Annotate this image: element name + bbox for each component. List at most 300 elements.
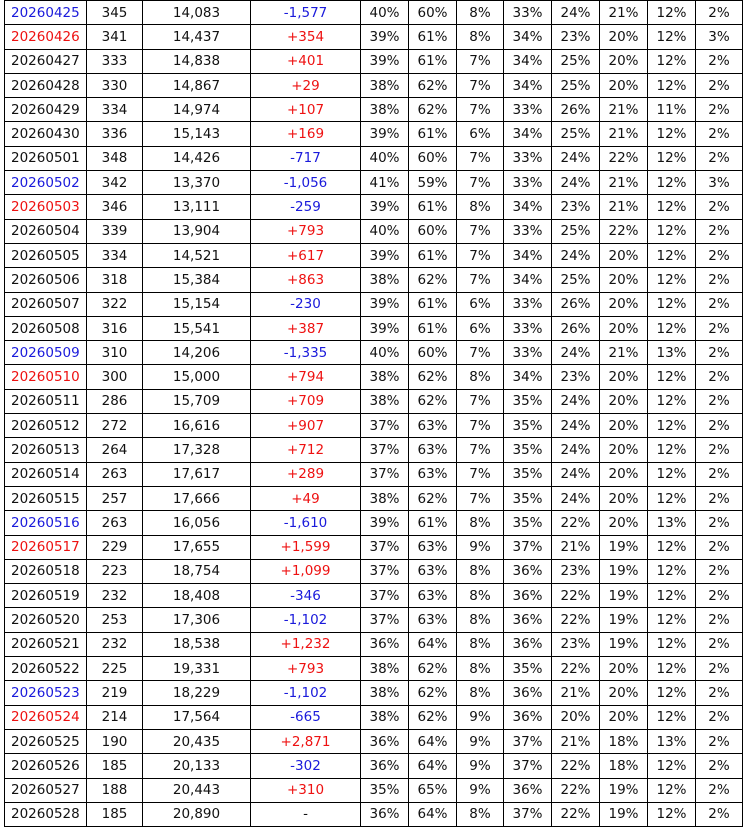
pct-cell-6: 20% <box>600 243 648 267</box>
table-body <box>5 1 743 827</box>
rank-cell: 219 <box>87 681 143 705</box>
change-cell: +107 <box>251 98 361 122</box>
pct-cell-7: 12% <box>648 778 696 802</box>
table-row <box>5 341 743 365</box>
change-cell: -1,102 <box>251 608 361 632</box>
pct-cell-1: 38% <box>361 657 409 681</box>
value-cell: 15,000 <box>143 365 251 389</box>
pct-cell-6: 20% <box>600 73 648 97</box>
pct-cell-6: 20% <box>600 268 648 292</box>
pct-cell-8: 2% <box>696 535 743 559</box>
date-cell: 20260527 <box>5 778 87 802</box>
table-row <box>5 511 743 535</box>
pct-cell-1: 36% <box>361 729 409 753</box>
pct-cell-4: 35% <box>504 462 552 486</box>
pct-cell-6: 20% <box>600 486 648 510</box>
pct-cell-5: 24% <box>552 1 600 25</box>
rank-cell: 232 <box>87 632 143 656</box>
pct-cell-2: 64% <box>409 802 457 826</box>
change-cell: +2,871 <box>251 729 361 753</box>
pct-cell-5: 24% <box>552 486 600 510</box>
pct-cell-8: 2% <box>696 98 743 122</box>
rank-cell: 316 <box>87 316 143 340</box>
pct-cell-7: 12% <box>648 365 696 389</box>
pct-cell-3: 9% <box>457 778 504 802</box>
pct-cell-8: 2% <box>696 365 743 389</box>
pct-cell-8: 2% <box>696 414 743 438</box>
pct-cell-7: 12% <box>648 486 696 510</box>
pct-cell-7: 12% <box>648 1 696 25</box>
value-cell: 17,328 <box>143 438 251 462</box>
pct-cell-3: 7% <box>457 462 504 486</box>
pct-cell-5: 24% <box>552 414 600 438</box>
pct-cell-6: 19% <box>600 778 648 802</box>
change-cell: -1,610 <box>251 511 361 535</box>
table-row <box>5 389 743 413</box>
date-cell: 20260516 <box>5 511 87 535</box>
change-cell: +289 <box>251 462 361 486</box>
table-row <box>5 219 743 243</box>
pct-cell-2: 62% <box>409 365 457 389</box>
pct-cell-5: 26% <box>552 292 600 316</box>
pct-cell-8: 2% <box>696 462 743 486</box>
pct-cell-1: 40% <box>361 219 409 243</box>
pct-cell-7: 12% <box>648 657 696 681</box>
pct-cell-6: 21% <box>600 1 648 25</box>
date-cell: 20260528 <box>5 802 87 826</box>
pct-cell-8: 2% <box>696 389 743 413</box>
pct-cell-6: 20% <box>600 389 648 413</box>
table-row <box>5 462 743 486</box>
pct-cell-7: 12% <box>648 632 696 656</box>
pct-cell-5: 21% <box>552 729 600 753</box>
pct-cell-5: 22% <box>552 608 600 632</box>
pct-cell-2: 61% <box>409 49 457 73</box>
pct-cell-2: 62% <box>409 98 457 122</box>
change-cell: +794 <box>251 365 361 389</box>
date-cell: 20260515 <box>5 486 87 510</box>
date-cell: 20260428 <box>5 73 87 97</box>
pct-cell-4: 33% <box>504 316 552 340</box>
pct-cell-7: 12% <box>648 195 696 219</box>
pct-cell-7: 12% <box>648 268 696 292</box>
pct-cell-6: 21% <box>600 195 648 219</box>
pct-cell-6: 19% <box>600 584 648 608</box>
pct-cell-8: 2% <box>696 632 743 656</box>
value-cell: 18,229 <box>143 681 251 705</box>
value-cell: 13,370 <box>143 171 251 195</box>
pct-cell-2: 60% <box>409 146 457 170</box>
pct-cell-2: 61% <box>409 243 457 267</box>
pct-cell-2: 64% <box>409 729 457 753</box>
pct-cell-3: 7% <box>457 171 504 195</box>
pct-cell-8: 2% <box>696 341 743 365</box>
pct-cell-6: 20% <box>600 49 648 73</box>
pct-cell-6: 19% <box>600 802 648 826</box>
pct-cell-8: 2% <box>696 778 743 802</box>
pct-cell-2: 60% <box>409 1 457 25</box>
pct-cell-7: 12% <box>648 389 696 413</box>
pct-cell-8: 2% <box>696 729 743 753</box>
pct-cell-6: 20% <box>600 25 648 49</box>
pct-cell-5: 25% <box>552 49 600 73</box>
pct-cell-1: 36% <box>361 802 409 826</box>
date-cell: 20260522 <box>5 657 87 681</box>
value-cell: 14,974 <box>143 98 251 122</box>
pct-cell-3: 7% <box>457 219 504 243</box>
pct-cell-4: 35% <box>504 657 552 681</box>
change-cell: -1,102 <box>251 681 361 705</box>
pct-cell-7: 12% <box>648 462 696 486</box>
pct-cell-6: 20% <box>600 705 648 729</box>
pct-cell-6: 18% <box>600 729 648 753</box>
value-cell: 14,437 <box>143 25 251 49</box>
pct-cell-3: 7% <box>457 486 504 510</box>
rank-cell: 333 <box>87 49 143 73</box>
rank-cell: 341 <box>87 25 143 49</box>
date-cell: 20260510 <box>5 365 87 389</box>
pct-cell-2: 63% <box>409 608 457 632</box>
rank-cell: 336 <box>87 122 143 146</box>
value-cell: 14,206 <box>143 341 251 365</box>
pct-cell-8: 2% <box>696 754 743 778</box>
value-cell: 18,754 <box>143 559 251 583</box>
date-cell: 20260514 <box>5 462 87 486</box>
pct-cell-5: 23% <box>552 195 600 219</box>
pct-cell-7: 12% <box>648 146 696 170</box>
pct-cell-2: 61% <box>409 511 457 535</box>
value-cell: 18,408 <box>143 584 251 608</box>
pct-cell-5: 24% <box>552 341 600 365</box>
change-cell: +617 <box>251 243 361 267</box>
value-cell: 16,616 <box>143 414 251 438</box>
change-cell: -665 <box>251 705 361 729</box>
pct-cell-3: 8% <box>457 559 504 583</box>
pct-cell-5: 22% <box>552 754 600 778</box>
pct-cell-8: 2% <box>696 243 743 267</box>
value-cell: 15,154 <box>143 292 251 316</box>
pct-cell-2: 63% <box>409 414 457 438</box>
table-row <box>5 608 743 632</box>
pct-cell-3: 8% <box>457 802 504 826</box>
pct-cell-3: 7% <box>457 389 504 413</box>
table-row <box>5 438 743 462</box>
date-cell: 20260525 <box>5 729 87 753</box>
pct-cell-7: 12% <box>648 802 696 826</box>
change-cell: +49 <box>251 486 361 510</box>
change-cell: +709 <box>251 389 361 413</box>
pct-cell-4: 36% <box>504 705 552 729</box>
date-cell: 20260519 <box>5 584 87 608</box>
pct-cell-2: 61% <box>409 292 457 316</box>
pct-cell-1: 39% <box>361 292 409 316</box>
pct-cell-8: 2% <box>696 584 743 608</box>
pct-cell-5: 26% <box>552 316 600 340</box>
pct-cell-8: 2% <box>696 486 743 510</box>
date-cell: 20260526 <box>5 754 87 778</box>
rank-cell: 263 <box>87 462 143 486</box>
pct-cell-3: 8% <box>457 511 504 535</box>
value-cell: 17,655 <box>143 535 251 559</box>
pct-cell-5: 24% <box>552 462 600 486</box>
pct-cell-3: 8% <box>457 632 504 656</box>
rank-cell: 229 <box>87 535 143 559</box>
pct-cell-3: 9% <box>457 705 504 729</box>
pct-cell-8: 3% <box>696 171 743 195</box>
pct-cell-2: 62% <box>409 268 457 292</box>
date-cell: 20260503 <box>5 195 87 219</box>
pct-cell-4: 35% <box>504 438 552 462</box>
pct-cell-2: 64% <box>409 632 457 656</box>
value-cell: 13,904 <box>143 219 251 243</box>
date-cell: 20260505 <box>5 243 87 267</box>
pct-cell-7: 12% <box>648 49 696 73</box>
pct-cell-1: 40% <box>361 341 409 365</box>
change-cell: +793 <box>251 657 361 681</box>
pct-cell-4: 36% <box>504 559 552 583</box>
pct-cell-8: 2% <box>696 657 743 681</box>
rank-cell: 345 <box>87 1 143 25</box>
pct-cell-2: 61% <box>409 122 457 146</box>
table-row <box>5 584 743 608</box>
pct-cell-7: 12% <box>648 608 696 632</box>
pct-cell-5: 25% <box>552 73 600 97</box>
pct-cell-7: 12% <box>648 584 696 608</box>
pct-cell-1: 38% <box>361 365 409 389</box>
pct-cell-6: 20% <box>600 511 648 535</box>
date-cell: 20260506 <box>5 268 87 292</box>
pct-cell-5: 22% <box>552 657 600 681</box>
pct-cell-3: 8% <box>457 365 504 389</box>
pct-cell-2: 62% <box>409 681 457 705</box>
value-cell: 17,617 <box>143 462 251 486</box>
pct-cell-8: 2% <box>696 438 743 462</box>
pct-cell-6: 20% <box>600 292 648 316</box>
pct-cell-3: 6% <box>457 292 504 316</box>
pct-cell-3: 8% <box>457 25 504 49</box>
pct-cell-7: 12% <box>648 681 696 705</box>
pct-cell-8: 2% <box>696 1 743 25</box>
pct-cell-8: 2% <box>696 268 743 292</box>
pct-cell-2: 59% <box>409 171 457 195</box>
change-cell: +1,099 <box>251 559 361 583</box>
rank-cell: 330 <box>87 73 143 97</box>
pct-cell-1: 37% <box>361 462 409 486</box>
pct-cell-5: 25% <box>552 122 600 146</box>
pct-cell-4: 33% <box>504 98 552 122</box>
pct-cell-1: 37% <box>361 535 409 559</box>
pct-cell-1: 38% <box>361 389 409 413</box>
table-row <box>5 171 743 195</box>
pct-cell-4: 35% <box>504 414 552 438</box>
pct-cell-5: 25% <box>552 268 600 292</box>
pct-cell-4: 33% <box>504 171 552 195</box>
pct-cell-8: 2% <box>696 802 743 826</box>
rank-cell: 300 <box>87 365 143 389</box>
pct-cell-1: 38% <box>361 268 409 292</box>
pct-cell-2: 63% <box>409 535 457 559</box>
table-row <box>5 778 743 802</box>
date-cell: 20260518 <box>5 559 87 583</box>
pct-cell-1: 37% <box>361 438 409 462</box>
pct-cell-7: 13% <box>648 511 696 535</box>
rank-cell: 190 <box>87 729 143 753</box>
pct-cell-3: 7% <box>457 341 504 365</box>
pct-cell-5: 23% <box>552 365 600 389</box>
value-cell: 15,541 <box>143 316 251 340</box>
pct-cell-2: 62% <box>409 705 457 729</box>
date-cell: 20260520 <box>5 608 87 632</box>
pct-cell-3: 6% <box>457 122 504 146</box>
pct-cell-6: 22% <box>600 219 648 243</box>
pct-cell-6: 20% <box>600 365 648 389</box>
pct-cell-8: 2% <box>696 292 743 316</box>
value-cell: 14,521 <box>143 243 251 267</box>
rank-cell: 257 <box>87 486 143 510</box>
table-row <box>5 632 743 656</box>
pct-cell-7: 12% <box>648 438 696 462</box>
rank-cell: 334 <box>87 98 143 122</box>
pct-cell-5: 22% <box>552 511 600 535</box>
pct-cell-5: 22% <box>552 802 600 826</box>
pct-cell-3: 6% <box>457 316 504 340</box>
pct-cell-4: 33% <box>504 146 552 170</box>
date-cell: 20260430 <box>5 122 87 146</box>
value-cell: 20,890 <box>143 802 251 826</box>
pct-cell-1: 37% <box>361 559 409 583</box>
value-cell: 17,564 <box>143 705 251 729</box>
rank-cell: 188 <box>87 778 143 802</box>
pct-cell-5: 20% <box>552 705 600 729</box>
pct-cell-4: 37% <box>504 802 552 826</box>
pct-cell-3: 9% <box>457 754 504 778</box>
value-cell: 20,435 <box>143 729 251 753</box>
pct-cell-5: 26% <box>552 98 600 122</box>
table-row <box>5 802 743 826</box>
pct-cell-1: 41% <box>361 171 409 195</box>
date-cell: 20260504 <box>5 219 87 243</box>
pct-cell-3: 7% <box>457 414 504 438</box>
rank-cell: 225 <box>87 657 143 681</box>
pct-cell-7: 12% <box>648 292 696 316</box>
pct-cell-6: 19% <box>600 559 648 583</box>
table-row <box>5 122 743 146</box>
pct-cell-3: 7% <box>457 73 504 97</box>
change-cell: +169 <box>251 122 361 146</box>
rank-cell: 264 <box>87 438 143 462</box>
change-cell: +387 <box>251 316 361 340</box>
pct-cell-7: 12% <box>648 316 696 340</box>
table-row <box>5 98 743 122</box>
pct-cell-8: 2% <box>696 195 743 219</box>
date-cell: 20260512 <box>5 414 87 438</box>
pct-cell-1: 38% <box>361 681 409 705</box>
pct-cell-4: 34% <box>504 195 552 219</box>
pct-cell-1: 37% <box>361 414 409 438</box>
pct-cell-6: 20% <box>600 681 648 705</box>
table-row <box>5 486 743 510</box>
change-cell: -1,056 <box>251 171 361 195</box>
rank-cell: 346 <box>87 195 143 219</box>
pct-cell-3: 7% <box>457 98 504 122</box>
pct-cell-1: 39% <box>361 243 409 267</box>
pct-cell-2: 63% <box>409 462 457 486</box>
pct-cell-8: 2% <box>696 146 743 170</box>
change-cell: +29 <box>251 73 361 97</box>
pct-cell-5: 24% <box>552 146 600 170</box>
change-cell: +907 <box>251 414 361 438</box>
rank-cell: 185 <box>87 754 143 778</box>
pct-cell-8: 3% <box>696 25 743 49</box>
pct-cell-2: 62% <box>409 389 457 413</box>
date-cell: 20260425 <box>5 1 87 25</box>
pct-cell-5: 24% <box>552 171 600 195</box>
change-cell: -1,577 <box>251 1 361 25</box>
pct-cell-8: 2% <box>696 219 743 243</box>
change-cell: +712 <box>251 438 361 462</box>
pct-cell-7: 13% <box>648 341 696 365</box>
pct-cell-6: 21% <box>600 171 648 195</box>
pct-cell-8: 2% <box>696 705 743 729</box>
pct-cell-2: 61% <box>409 25 457 49</box>
date-cell: 20260517 <box>5 535 87 559</box>
value-cell: 17,306 <box>143 608 251 632</box>
pct-cell-2: 63% <box>409 584 457 608</box>
pct-cell-8: 2% <box>696 559 743 583</box>
pct-cell-5: 21% <box>552 681 600 705</box>
rank-cell: 214 <box>87 705 143 729</box>
pct-cell-7: 12% <box>648 705 696 729</box>
pct-cell-4: 34% <box>504 25 552 49</box>
rank-cell: 253 <box>87 608 143 632</box>
rank-cell: 342 <box>87 171 143 195</box>
pct-cell-7: 12% <box>648 243 696 267</box>
pct-cell-6: 18% <box>600 754 648 778</box>
pct-cell-6: 20% <box>600 316 648 340</box>
date-cell: 20260507 <box>5 292 87 316</box>
pct-cell-3: 7% <box>457 146 504 170</box>
pct-cell-4: 34% <box>504 122 552 146</box>
value-cell: 13,111 <box>143 195 251 219</box>
pct-cell-7: 13% <box>648 729 696 753</box>
pct-cell-8: 2% <box>696 681 743 705</box>
pct-cell-2: 63% <box>409 438 457 462</box>
pct-cell-5: 25% <box>552 219 600 243</box>
date-cell: 20260501 <box>5 146 87 170</box>
data-table <box>4 0 743 827</box>
pct-cell-1: 40% <box>361 146 409 170</box>
rank-cell: 286 <box>87 389 143 413</box>
rank-cell: 348 <box>87 146 143 170</box>
pct-cell-6: 20% <box>600 462 648 486</box>
pct-cell-8: 2% <box>696 122 743 146</box>
pct-cell-3: 8% <box>457 1 504 25</box>
pct-cell-4: 33% <box>504 341 552 365</box>
date-cell: 20260508 <box>5 316 87 340</box>
value-cell: 18,538 <box>143 632 251 656</box>
table-row <box>5 316 743 340</box>
pct-cell-3: 8% <box>457 584 504 608</box>
pct-cell-5: 21% <box>552 535 600 559</box>
pct-cell-5: 24% <box>552 389 600 413</box>
pct-cell-1: 38% <box>361 486 409 510</box>
pct-cell-2: 61% <box>409 195 457 219</box>
value-cell: 14,426 <box>143 146 251 170</box>
change-cell: +310 <box>251 778 361 802</box>
value-cell: 15,709 <box>143 389 251 413</box>
pct-cell-4: 33% <box>504 1 552 25</box>
change-cell: -259 <box>251 195 361 219</box>
